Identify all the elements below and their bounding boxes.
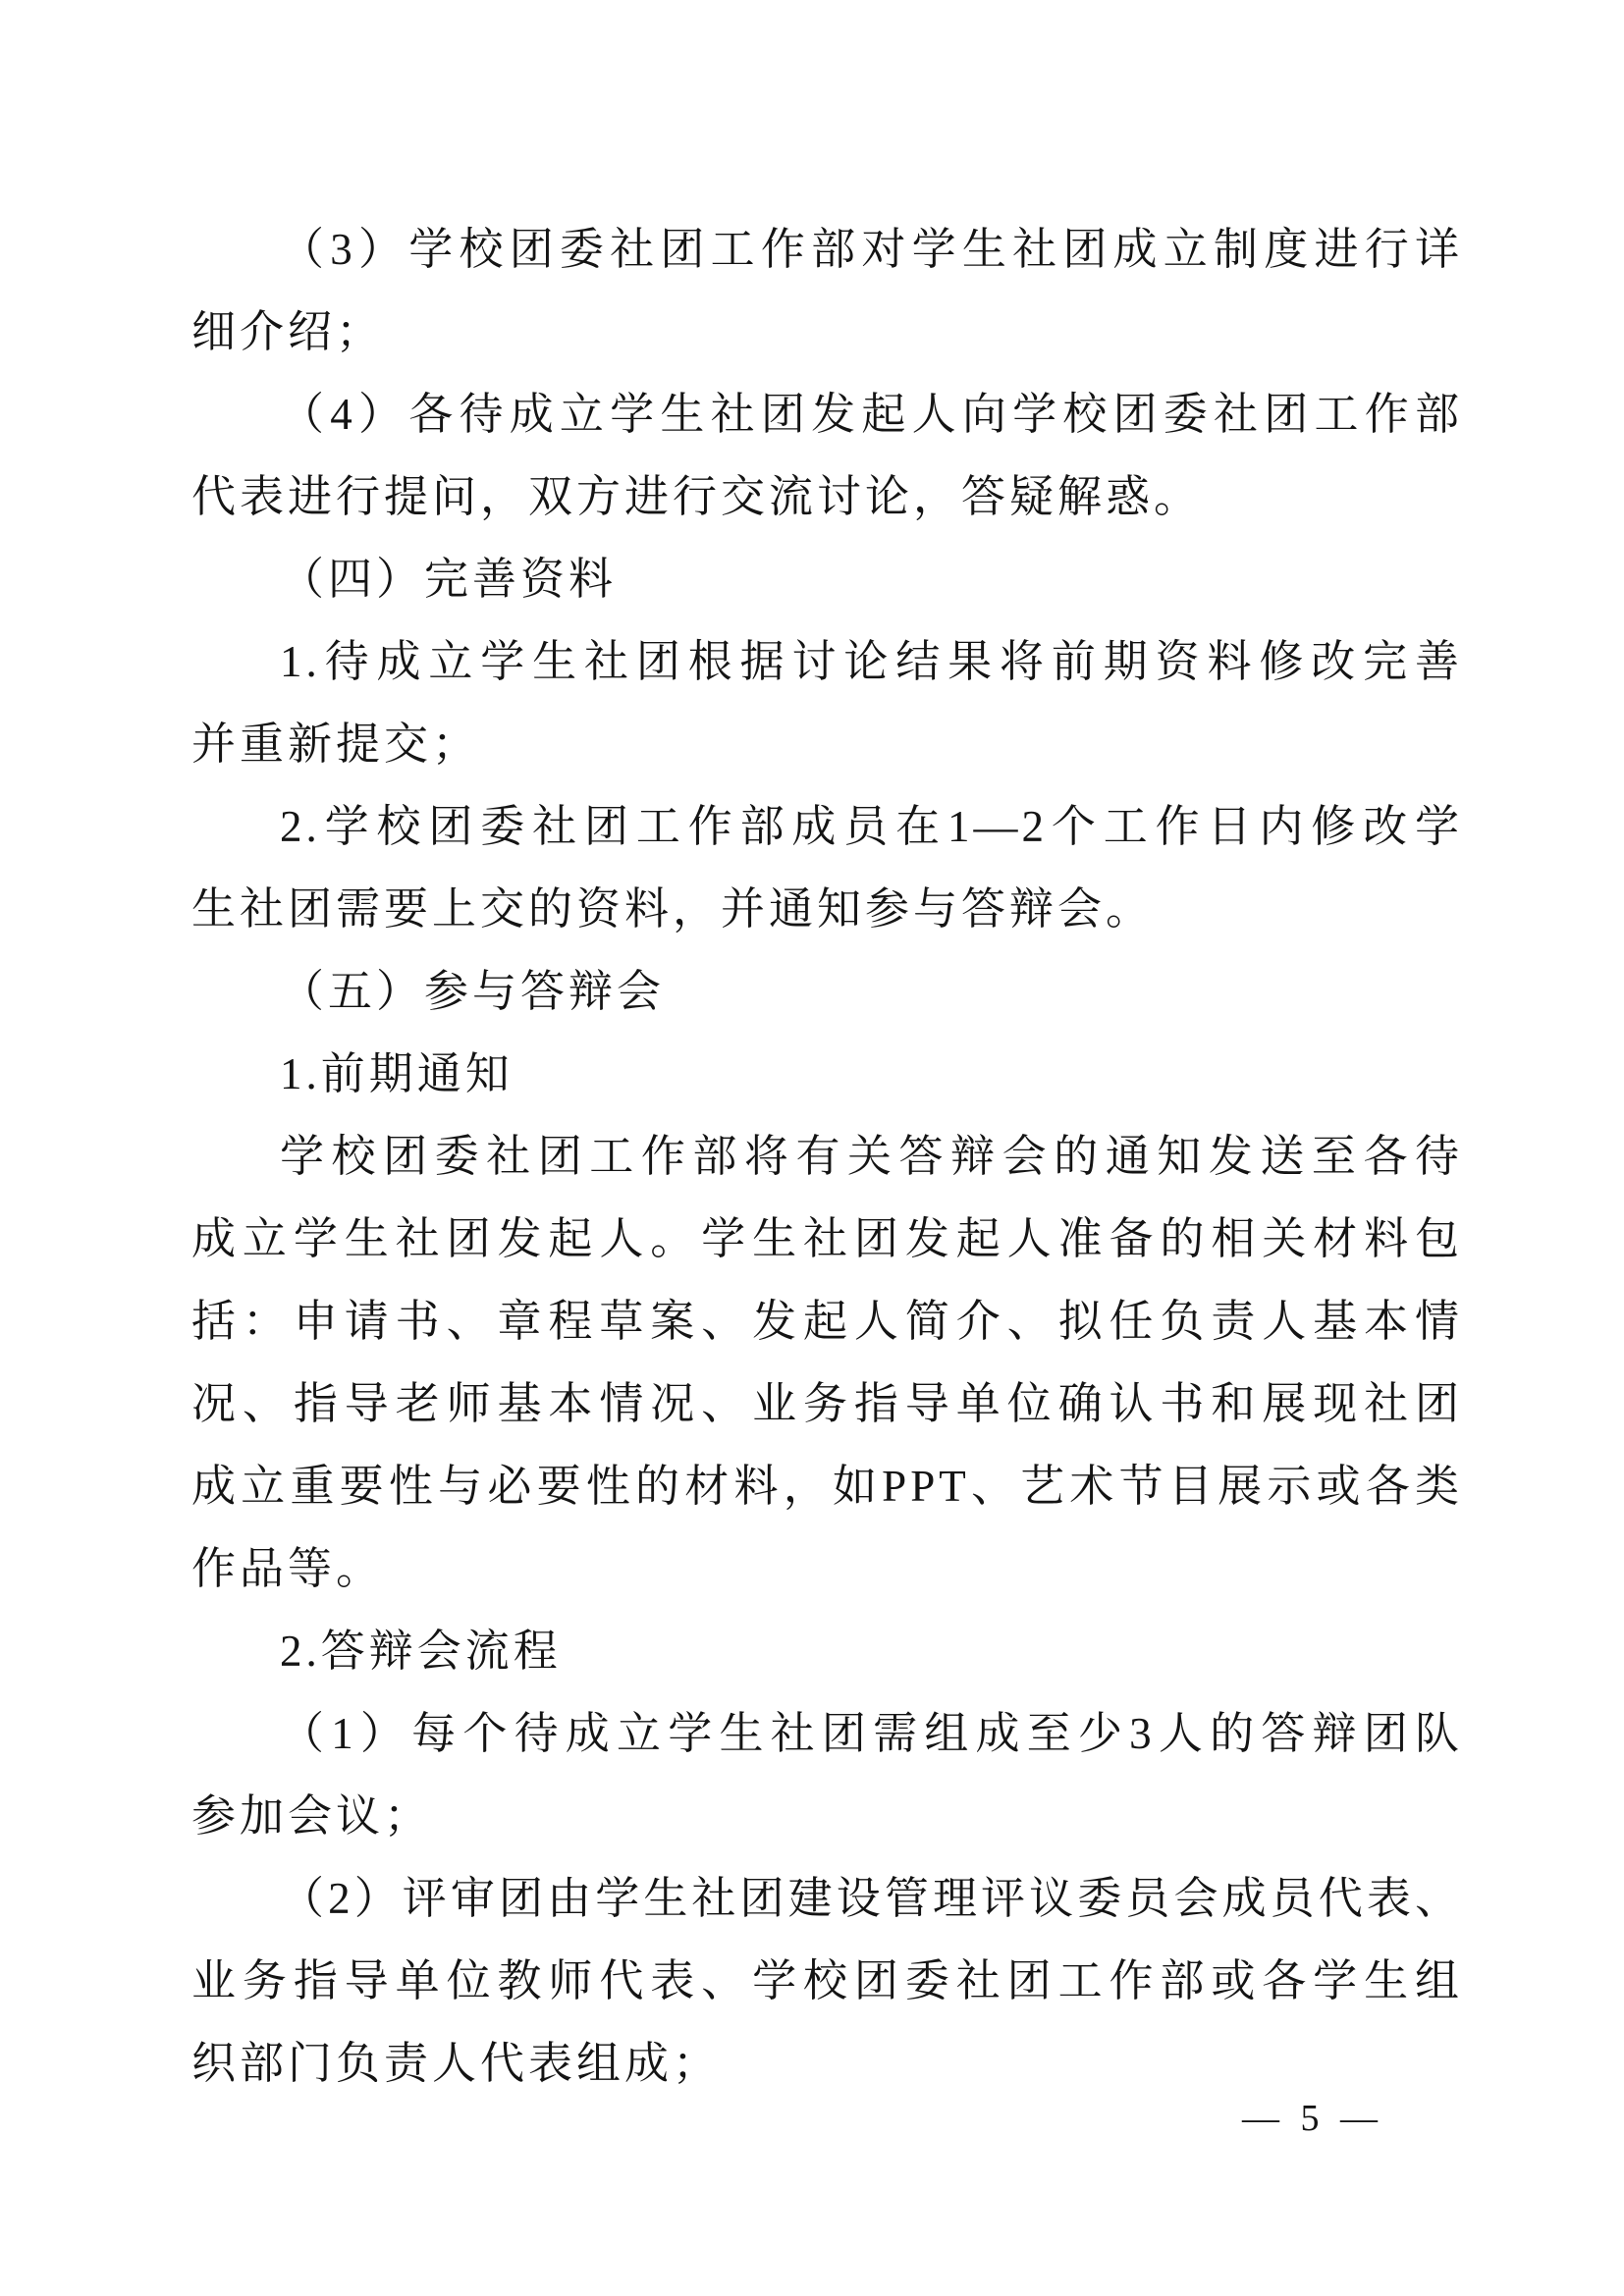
text-line: 成立重要性与必要性的材料，如PPT、艺术节目展示或各类 — [191, 1462, 1463, 1511]
text-line: 2.答辩会流程 — [280, 1627, 562, 1676]
text-line: 况、指导老师基本情况、业务指导单位确认书和展现社团 — [191, 1379, 1463, 1428]
text-line: 作品等。 — [191, 1544, 385, 1593]
text-line: 1.前期通知 — [280, 1049, 514, 1098]
page-number: — 5 — — [1242, 2098, 1383, 2139]
text-line: （1）每个待成立学生社团需组成至少3人的答辩团队 — [280, 1709, 1463, 1758]
text-line: 学校团委社团工作部将有关答辩会的通知发送至各待 — [280, 1132, 1463, 1181]
text-line: （4）各待成立学生社团发起人向学校团委社团工作部 — [280, 390, 1463, 439]
text-line: 业务指导单位教师代表、学校团委社团工作部或各学生组 — [191, 1956, 1463, 2005]
text-line: （五）参与答辩会 — [280, 967, 666, 1016]
text-line: 代表进行提问，双方进行交流讨论，答疑解惑。 — [191, 472, 1203, 521]
text-line: 参加会议； — [191, 1791, 433, 1841]
text-line: 2.学校团委社团工作部成员在1—2个工作日内修改学 — [280, 802, 1463, 851]
text-line: 括：申请书、章程草案、发起人简介、拟任负责人基本情 — [191, 1297, 1463, 1346]
text-line: 并重新提交； — [191, 720, 481, 769]
text-line: （2）评审团由学生社团建设管理评议委员会成员代表、 — [280, 1874, 1463, 1923]
text-line: （3）学校团委社团工作部对学生社团成立制度进行详 — [280, 225, 1463, 274]
text-line: 织部门负责人代表组成； — [191, 2039, 722, 2088]
text-line: 成立学生社团发起人。学生社团发起人准备的相关材料包 — [191, 1214, 1463, 1263]
text-line: （四）完善资料 — [280, 555, 618, 604]
text-line: 生社团需要上交的资料，并通知参与答辩会。 — [191, 884, 1155, 934]
document-body — [191, 208, 1463, 2105]
text-line: 1.待成立学生社团根据讨论结果将前期资料修改完善 — [280, 637, 1463, 686]
text-line: 细介绍； — [191, 307, 385, 356]
